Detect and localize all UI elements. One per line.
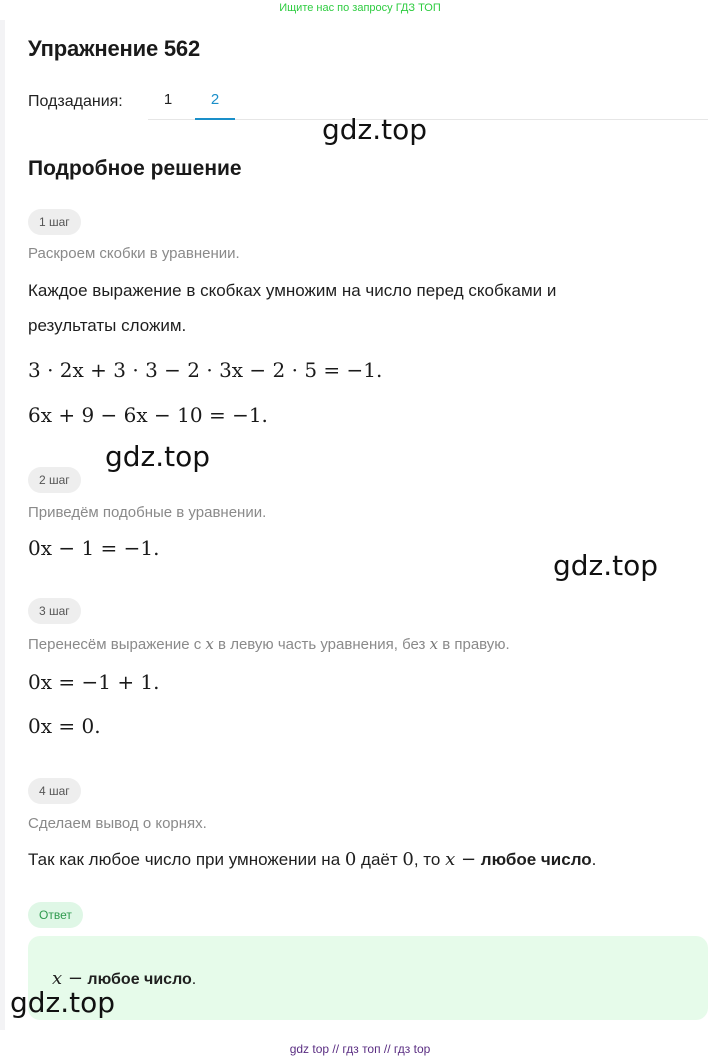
step-1-text-line-2: результаты сложим. — [28, 316, 187, 335]
conclusion-emphasis: любое число — [480, 850, 592, 869]
step-1-equation-1: 3 · 2x + 3 · 3 − 2 · 3x − 2 · 5 = −1. — [28, 358, 383, 382]
answer-variable: x − — [52, 968, 83, 989]
step-1-equation-2: 6x + 9 − 6x − 10 = −1. — [28, 403, 268, 427]
number-zero: 0 — [344, 849, 357, 870]
watermark: gdz.top — [322, 113, 428, 146]
answer-badge: Ответ — [28, 902, 83, 928]
step-3-hint-part: в левую часть уравнения, без — [213, 636, 430, 653]
step-4-hint: Сделаем вывод о корнях. — [28, 815, 207, 832]
watermark: gdz.top — [105, 440, 211, 473]
step-3-hint-part: Перенесём выражение с — [28, 636, 206, 653]
step-3-equation-1: 0x = −1 + 1. — [28, 670, 160, 694]
conclusion-part: Так как любое число при умножении на — [28, 850, 345, 869]
answer-emphasis: любое число — [87, 971, 192, 988]
step-3-equation-2: 0x = 0. — [28, 714, 101, 738]
step-3-hint-part: в правую. — [438, 636, 510, 653]
step-1-badge: 1 шаг — [28, 209, 81, 235]
page-title: Упражнение 562 — [28, 36, 200, 61]
subtasks-label: Подзадания: — [28, 93, 123, 110]
conclusion-part: даёт — [356, 850, 403, 869]
step-1-text-line-1: Каждое выражение в скобках умножим на число перед скобками и — [28, 281, 557, 300]
search-promo-link[interactable]: Ищите нас по запросу ГДЗ ТОП — [279, 2, 441, 14]
step-4-badge: 4 шаг — [28, 778, 81, 804]
subtask-tab-2-active[interactable]: 2 — [195, 88, 235, 120]
step-4-conclusion — [28, 849, 596, 870]
solution-heading: Подробное решение — [28, 157, 242, 180]
step-3-hint — [28, 635, 510, 653]
footer-links[interactable]: gdz top // гдз топ // гдз top — [289, 1042, 431, 1056]
answer-period: . — [191, 971, 197, 988]
variable-x-dash: x − — [445, 849, 477, 870]
step-2-badge: 2 шаг — [28, 467, 81, 493]
step-3-badge: 3 шаг — [28, 598, 81, 624]
subtask-tab-1[interactable]: 1 — [163, 91, 173, 108]
variable-x: x — [429, 635, 439, 653]
number-zero: 0 — [402, 849, 414, 870]
watermark: gdz.top — [10, 986, 116, 1019]
conclusion-period: . — [591, 850, 597, 869]
watermark: gdz.top — [553, 549, 659, 582]
step-2-hint: Приведём подобные в уравнении. — [28, 504, 267, 521]
answer-box — [28, 936, 708, 1020]
step-1-hint: Раскроем скобки в уравнении. — [28, 245, 240, 262]
left-border — [0, 20, 5, 1030]
variable-x: x — [205, 635, 214, 653]
step-2-equation: 0x − 1 = −1. — [28, 536, 160, 560]
conclusion-part: , то — [413, 850, 446, 869]
